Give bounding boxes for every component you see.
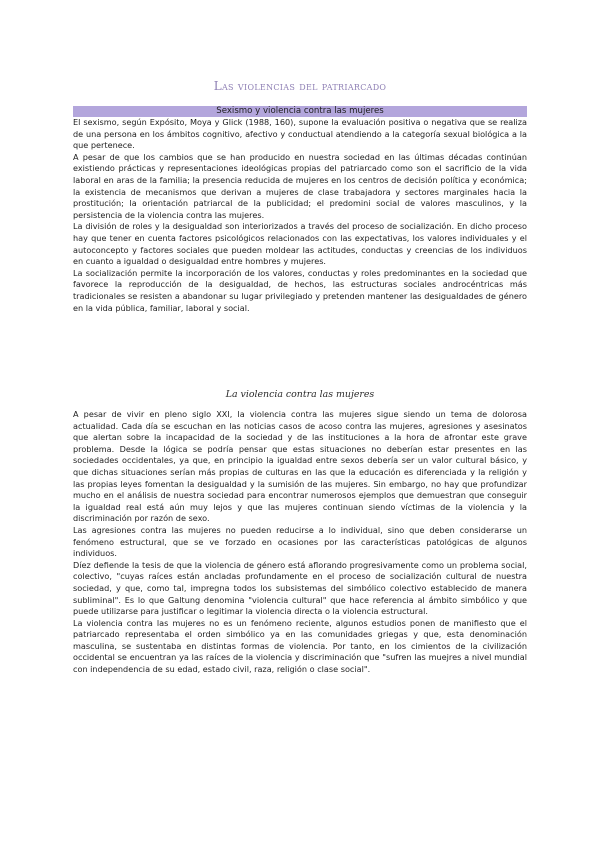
paragraph: La violencia contra las mujeres no es un fenómeno reciente, algunos estudios ponen de manifiesto que el patriarcado representaba el orden simbólico ya en las comunidades griegas y que, esta denominación masculina, se sustentaba en distintas formas de violencia. Por tanto, en los cimientos de la civilización occidental se encuentran ya las raíces de la violencia y discriminación que "sufren las muejres a nivel mundial con independencia de su edad, estado civil, raza, religión o clase social". bbox=[73, 617, 527, 675]
paragraph: El sexismo, según Expósito, Moya y Glick (1988, 160), supone la evaluación positiva o negativa que se realiza de una persona en los ámbitos cognitivo, afectivo y conductual atendiendo a la categoría sexual biológica a la que pertenece. bbox=[73, 117, 527, 151]
paragraph: A pesar de que los cambios que se han producido en nuestra sociedad en las últimas décadas continúan existiendo prácticas y representaciones ideológicas propias del patriarcado como son el sacrificio de la vida laboral en aras de la familia; la presencia reducida de mujeres en los centros de decisión política y económica; la existencia de mecanismos que derivan a mujeres de clase trabajadora y sectores marginales hacia la prostitución; la orientación patriarcal de la publicidad; el predomini social de valores masculinos, y la persistencia de la violencia contra las mujeres. bbox=[73, 151, 527, 220]
section1-body bbox=[73, 117, 527, 314]
paragraph: Las agresiones contra las mujeres no pueden reducirse a lo individual, sino que deben considerarse un fenómeno estructural, que se ve forzado en ocasiones por las características patológicas de algunos individuos. bbox=[73, 524, 527, 559]
section-heading: Sexismo y violencia contra las mujeres bbox=[73, 106, 527, 117]
subheading: La violencia contra las mujeres bbox=[225, 389, 375, 400]
page-title: Las violencias del patriarcado bbox=[213, 79, 387, 93]
paragraph: A pesar de vivir en pleno siglo XXI, la violencia contra las mujeres sigue siendo un tema de dolorosa actualidad. Cada día se escuchan en las noticias casos de acoso contra las mujeres, agresiones y asesinatos que alertan sobre la incapacidad de la sociedad y de las instituciones a la hora de afrontar este grave problema. Desde la lógica se podría pensar que estas situaciones no deberían estar presentes en las sociedades occidentales, ya que, en principio la igualdad entre sexos debería ser un valor cultural básico, y que dichas situaciones serían más propias de culturas en las que la educación es diferenciada y la religión y las propias leyes fomentan la desigualdad y la sumisión de las mujeres. Sin embargo, no hay que profundizar mucho en el análisis de nuestra sociedad para encontrar numerosos ejemplos que demuestran que conseguir la igualdad real está aún muy lejos y que las mujeres continuan siendo víctimas de la violencia y la discriminación por razón de sexo. bbox=[73, 409, 527, 524]
paragraph: La división de roles y la desigualdad son interiorizados a través del proceso de socialización. En dicho proceso hay que tener en cuenta factores psicológicos relacionados con las expectativas, los valores individuales y el autoconcepto y factores sociales que pueden moldear las actitudes, conductas y creencias de los individuos en cuanto a igualdad o desigualdad entre hombres y mujeres. bbox=[73, 221, 527, 267]
section2-body bbox=[73, 409, 527, 676]
paragraph: Díez defiende la tesis de que la violencia de género está aflorando progresivamente como un problema social, colectivo, "cuyas raíces están ancladas profundamente en el proceso de socialización cultural de nuestra sociedad, y que, como tal, impregna todos los subsistemas del simbólico colectivo establecido de manera subliminal". Es lo que Galtung denomina "violencia cultural" que hace referencia al ámbito simbólico y que puede utilizarse para justificar o legitimar la violencia directa o la violencia estructural. bbox=[73, 559, 527, 617]
paragraph: La socialización permite la incorporación de los valores, conductas y roles predominantes en la sociedad que favorece la reproducción de la desigualdad, de hechos, las estructuras sociales androcéntricas más tradicionales se resisten a abandonar su lugar privilegiado y pretenden mantener las desigualdades de género en la vida pública, familiar, laboral y social. bbox=[73, 267, 527, 313]
